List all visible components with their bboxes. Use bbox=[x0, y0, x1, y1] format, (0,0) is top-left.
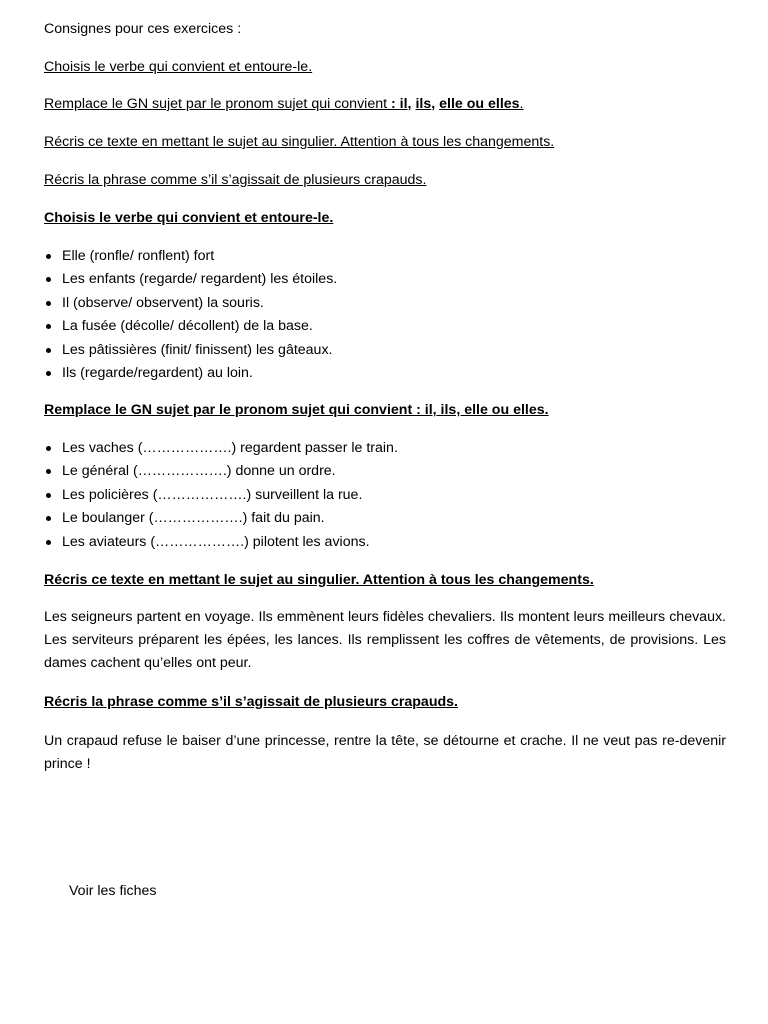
bullet-icon bbox=[46, 348, 51, 353]
list-item-text: Les policières (……………….) surveillent la rue. bbox=[62, 486, 363, 503]
bullet-icon bbox=[46, 254, 51, 259]
list-item bbox=[44, 340, 337, 363]
list-item bbox=[44, 508, 398, 531]
list-item-text: La fusée (décolle/ décollent) de la base. bbox=[62, 318, 313, 335]
list-item-text: Le boulanger (……………….) fait du pain. bbox=[62, 510, 325, 527]
bullet-icon bbox=[46, 277, 51, 282]
bullet-icon bbox=[46, 469, 51, 474]
exercise4-text: Un crapaud refuse le baiser d’une princesse, rentre la tête, se détourne et crache. Il ne veut pas re-devenir prince ! bbox=[44, 733, 726, 773]
list-item-text: Le général (……………….) donne un ordre. bbox=[62, 463, 336, 480]
pronoun-ils: ils bbox=[415, 96, 432, 112]
list-item-text: Les vaches (……………….) regardent passer le train. bbox=[62, 440, 398, 456]
list-item-text: Il (observe/ observent) la souris. bbox=[62, 294, 264, 311]
list-item bbox=[44, 438, 398, 461]
instruction-item-1: Choisis le verbe qui convient et entoure-le. bbox=[44, 59, 313, 75]
bullet-icon bbox=[46, 540, 51, 545]
exercise1-list bbox=[44, 246, 337, 386]
pronoun-dot: . bbox=[519, 96, 524, 112]
bullet-icon bbox=[46, 301, 51, 306]
list-item bbox=[44, 461, 398, 484]
exercise3-text: Les seigneurs partent en voyage. Ils emmènent leurs fidèles chevaliers. Ils montent leurs meilleurs chevaux. Les serviteurs préparent les épées, les lances. Ils remplissent les coffres de vêtements, de provisions. Les dames cachent qu’elles ont peur. bbox=[44, 609, 726, 672]
pronoun-elle-ou-elles: elle ou elles bbox=[439, 96, 520, 112]
list-item-text: Elle (ronfle/ ronflent) fort bbox=[62, 248, 215, 264]
list-item bbox=[44, 293, 337, 316]
instruction-item-3: Récris ce texte en mettant le sujet au singulier. Attention à tous les changements. bbox=[44, 134, 555, 150]
bullet-icon bbox=[46, 371, 51, 376]
exercise4-title: Récris la phrase comme s’il s’agissait de plusieurs crapauds. bbox=[44, 694, 458, 710]
instruction-item-4: Récris la phrase comme s’il s’agissait de plusieurs crapauds. bbox=[44, 172, 427, 188]
list-item-text: Les aviateurs (……………….) pilotent les avions. bbox=[62, 533, 370, 550]
pronoun-il: il bbox=[399, 96, 408, 112]
instructions-heading: Consignes pour ces exercices : bbox=[44, 21, 242, 37]
exercise3-title: Récris ce texte en mettant le sujet au singulier. Attention à tous les changements. bbox=[44, 572, 594, 588]
voir-les-fiches-link[interactable]: Voir les fiches bbox=[69, 883, 157, 899]
list-item-text: Les pâtissières (finit/ finissent) les gâteaux. bbox=[62, 341, 333, 358]
list-item bbox=[44, 532, 398, 555]
bullet-icon bbox=[46, 324, 51, 329]
instruction-colon: : bbox=[387, 96, 400, 112]
list-item bbox=[44, 363, 337, 386]
list-item bbox=[44, 316, 337, 339]
list-item bbox=[44, 485, 398, 508]
bullet-icon bbox=[46, 446, 51, 451]
instruction-item-2 bbox=[44, 94, 524, 114]
bullet-icon bbox=[46, 516, 51, 521]
bullet-icon bbox=[46, 493, 51, 498]
list-item bbox=[44, 269, 337, 292]
pronoun-sep-2: , bbox=[431, 96, 440, 112]
list-item bbox=[44, 246, 337, 269]
list-item-text: Les enfants (regarde/ regardent) les étoiles. bbox=[62, 271, 338, 288]
instruction-item-2-text: Remplace le GN sujet par le pronom sujet qui convient bbox=[44, 96, 388, 112]
exercise2-title: Remplace le GN sujet par le pronom sujet qui convient : il, ils, elle ou elles. bbox=[44, 402, 549, 418]
list-item-text: Ils (regarde/regardent) au loin. bbox=[62, 364, 253, 381]
exercise2-list bbox=[44, 438, 398, 555]
pronoun-sep-1: , bbox=[407, 96, 416, 112]
exercise1-title: Choisis le verbe qui convient et entoure-le. bbox=[44, 210, 334, 226]
